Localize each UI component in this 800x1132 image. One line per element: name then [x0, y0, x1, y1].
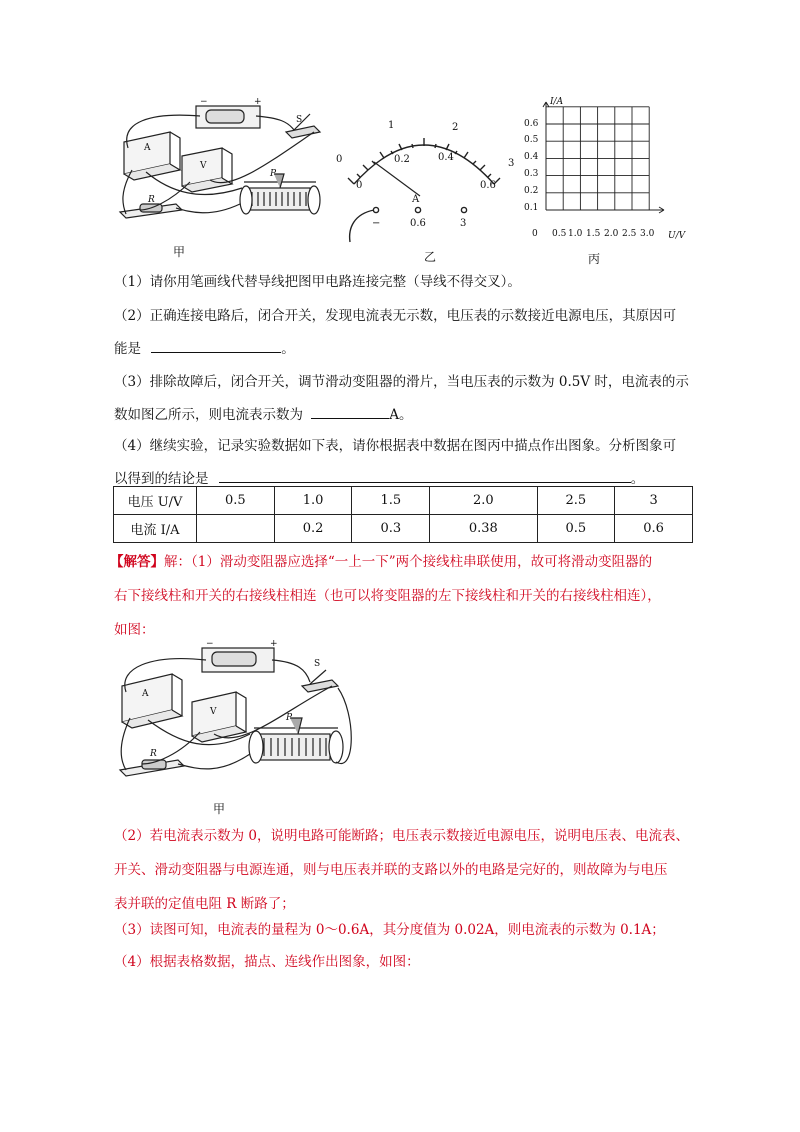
rheostat-coil — [248, 188, 310, 210]
x-tick-25: 2.5 — [622, 229, 637, 239]
table-row-current — [114, 515, 693, 543]
table-cell — [197, 515, 275, 543]
bottom-scale-2: 0.4 — [438, 152, 454, 163]
data-table — [113, 486, 693, 543]
bottom-scale-1: 0.2 — [394, 154, 410, 165]
terminal-minus: − — [372, 218, 381, 229]
answer-1-line-1 — [110, 552, 652, 572]
x-tick-10: 1.0 — [568, 229, 583, 239]
y-tick-06: 0.6 — [524, 119, 539, 129]
question-3-prefix: 数如图乙所示，则电流表示数为 — [114, 407, 303, 423]
y-axis-label: I/A — [550, 97, 564, 107]
svg-text:−: − — [206, 639, 214, 649]
rheostat-label: P — [270, 169, 277, 179]
table-cell: 电流 I/A — [114, 515, 197, 543]
x-axis-label: U/V — [668, 231, 686, 241]
answer-3: （3）读图可知，电流表的量程为 0～0.6A，其分度值为 0.02A，则电流表的示数为 0.1A； — [114, 922, 665, 938]
answer-2-line-1: （2）若电流表示数为 0，说明电路可能断路；电压表示数接近电源电压，说明电压表、电流表、 — [114, 828, 689, 844]
terminal-06: 0.6 — [410, 218, 426, 229]
svg-text:+: + — [254, 97, 262, 107]
voltmeter-label: V — [210, 707, 217, 717]
table-cell: 3 — [615, 487, 693, 515]
bottom-scale-3: 0.6 — [480, 180, 496, 191]
switch-label: S — [296, 115, 303, 125]
table-cell: 电压 U/V — [114, 487, 197, 515]
x-tick-0: 0 — [532, 229, 538, 239]
answer-1-line-3: 如图： — [114, 622, 155, 638]
switch — [302, 680, 338, 692]
graph-grid — [543, 102, 664, 213]
x-tick-30: 3.0 — [640, 229, 655, 239]
table-cell: 1.5 — [352, 487, 430, 515]
resistor-label: R — [150, 749, 157, 759]
table-cell: 0.38 — [430, 515, 537, 543]
table-cell: 2.0 — [430, 487, 537, 515]
svg-text:+: + — [270, 639, 278, 649]
circuit-figure — [110, 92, 330, 242]
meter-caption: 乙 — [424, 250, 437, 264]
question-2-line-2 — [114, 338, 295, 359]
table-row-voltage — [114, 487, 693, 515]
battery-cell — [206, 110, 244, 123]
question-4-suffix: 。 — [630, 471, 645, 487]
dial-pointer — [374, 162, 420, 196]
answer-blank-3 — [311, 404, 389, 419]
table-cell: 1.0 — [274, 487, 352, 515]
answer-1-line-2: 右下接线柱和开关的右接线柱相连（也可以将变阻器的左下接线柱和开关的右接线柱相连）， — [114, 588, 661, 604]
question-3-line-1: （3）排除故障后，闭合开关，调节滑动变阻器的滑片，当电压表的示数为 0.5V 时，电流表的示 — [114, 374, 689, 390]
answer-blank-2 — [151, 338, 281, 353]
svg-text:−: − — [200, 97, 208, 107]
y-tick-02: 0.2 — [524, 186, 539, 196]
top-scale-3: 3 — [508, 158, 515, 169]
top-scale-0: 0 — [336, 154, 343, 165]
answer-4: （4）根据表格数据，描点、连线作出图象，如图： — [114, 954, 420, 970]
pointer-label: A — [412, 194, 420, 205]
question-4-line-1: （4）继续实验，记录实验数据如下表，请你根据表中数据在图丙中描点作出图象。分析图象可 — [114, 438, 677, 454]
answer-2-line-2: 开关、滑动变阻器与电源连通，则与电压表并联的支路以外的电路是完好的，则故障为与电压 — [114, 862, 668, 878]
question-4-prefix: 以得到的结论是 — [114, 471, 209, 487]
answer-tag: 【解答】 — [110, 554, 164, 570]
y-tick-04: 0.4 — [524, 152, 539, 162]
question-2-prefix: 能是 — [114, 341, 141, 357]
table-cell: 0.3 — [352, 515, 430, 543]
y-tick-03: 0.3 — [524, 169, 539, 179]
x-tick-20: 2.0 — [604, 229, 619, 239]
terminal-3: 3 — [460, 218, 467, 229]
x-tick-15: 1.5 — [586, 229, 601, 239]
answer-circuit-caption: 甲 — [213, 802, 226, 816]
x-tick-05: 0.5 — [552, 229, 567, 239]
top-scale-2: 2 — [452, 122, 459, 133]
graph-caption: 丙 — [588, 252, 601, 266]
question-1: （1）请你用笔画线代替导线把图甲电路连接完整（导线不得交叉）。 — [114, 274, 521, 290]
table-cell: 0.5 — [537, 515, 615, 543]
top-scale-1: 1 — [388, 120, 395, 131]
iu-graph — [508, 92, 698, 252]
switch-label: S — [314, 659, 321, 669]
ammeter-dial — [328, 110, 520, 250]
question-3-line-2 — [114, 404, 413, 425]
y-tick-01: 0.1 — [524, 203, 539, 213]
question-2-line-1: （2）正确连接电路后，闭合开关，发现电流表无示数，电压表的示数接近电源电压，其原因可 — [114, 308, 677, 324]
switch — [286, 126, 320, 138]
question-2-suffix: 。 — [281, 341, 295, 357]
ammeter-label: A — [142, 689, 149, 699]
answer-circuit-figure — [110, 634, 360, 804]
battery-cell — [212, 652, 256, 666]
table-cell: 0.6 — [615, 515, 693, 543]
table-cell: 0.5 — [197, 487, 275, 515]
ammeter-label: A — [144, 143, 151, 153]
y-tick-05: 0.5 — [524, 135, 539, 145]
question-3-suffix: A。 — [389, 407, 413, 423]
table-cell: 2.5 — [537, 487, 615, 515]
bottom-scale-0: 0 — [356, 180, 363, 191]
table-cell: 0.2 — [274, 515, 352, 543]
answer-blank-4 — [219, 468, 631, 483]
answer-2-line-3: 表并联的定值电阻 R 断路了； — [114, 896, 295, 912]
circuit-caption: 甲 — [173, 245, 186, 259]
resistor-label: R — [148, 195, 155, 205]
dial-arc — [354, 145, 494, 184]
answer-1-text: 解：（1）滑动变阻器应选择“一上一下”两个接线柱串联使用，故可将滑动变阻器的 — [164, 554, 653, 570]
voltmeter-label: V — [200, 161, 207, 171]
rheostat-label: P — [286, 713, 293, 723]
